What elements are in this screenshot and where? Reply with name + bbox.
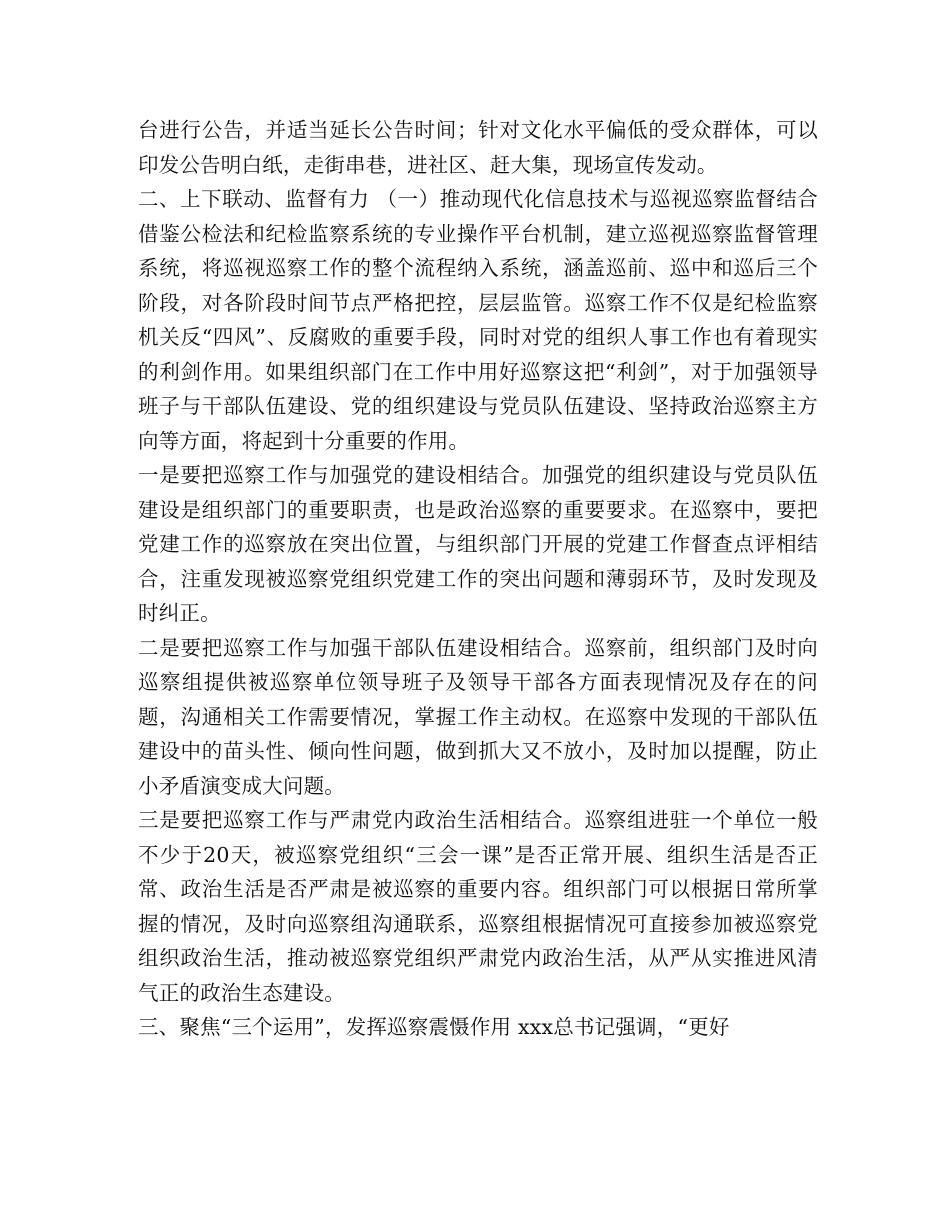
- paragraph-1: 台进行公告，并适当延长公告时间；针对文化水平偏低的受众群体，可以印发公告明白纸，走街串巷，进社区、赶大集，现场宣传发动。: [138, 118, 818, 177]
- paragraph-3-party-building: 一是要把巡察工作与加强党的建设相结合。加强党的组织建设与党员队伍建设是组织部门的重要职责，也是政治巡察的重要要求。在巡察中，要把党建工作的巡察放在突出位置，与组织部门开展的党建工作督查点评相结合，注重发现被巡察党组织党建工作的突出问题和薄弱环节，及时发现及时纠正。: [138, 463, 818, 625]
- paragraph-4-cadre-team: 二是要把巡察工作与加强干部队伍建设相结合。巡察前，组织部门及时向巡察组提供被巡察单位领导班子及领导干部各方面表现情况及存在的问题，沟通相关工作需要情况，掌握工作主动权。在巡察中发现的干部队伍建设中的苗头性、倾向性问题，做到抓大又不放小，及时加以提醒，防止小矛盾演变成大问题。: [138, 635, 818, 798]
- paragraph-6-section-three: 三、聚焦“三个运用”，发挥巡察震慑作用 xxx总书记强调，“更好: [138, 1015, 730, 1039]
- document-body: [138, 113, 818, 1045]
- paragraph-5-political-life: 三是要把巡察工作与严肃党内政治生活相结合。巡察组进驻一个单位一般不少于20天，被巡察党组织“三会一课”是否正常开展、组织生活是否正常、政治生活是否严肃是被巡察的重要内容。组织部门可以根据日常所掌握的情况，及时向巡察组沟通联系，巡察组根据情况可直接参加被巡察党组织政治生活，推动被巡察党组织严肃党内政治生活，从严从实推进风清气正的政治生态建设。: [138, 808, 818, 1005]
- paragraph-2-section-two: 二、上下联动、监督有力 （一）推动现代化信息技术与巡视巡察监督结合 借鉴公检法和纪检监察系统的专业操作平台机制，建立巡视巡察监督管理系统，将巡视巡察工作的整个流程纳入系统，涵盖巡前、巡中和巡后三个阶段，对各阶段时间节点严格把控，层层监管。巡察工作不仅是纪检监察机关反“四风”、反腐败的重要手段，同时对党的组织人事工作也有着现实的利剑作用。如果组织部门在工作中用好巡察这把“利剑”，对于加强领导班子与干部队伍建设、党的组织建设与党员队伍建设、坚持政治巡察主方向等方面，将起到十分重要的作用。: [138, 187, 818, 453]
